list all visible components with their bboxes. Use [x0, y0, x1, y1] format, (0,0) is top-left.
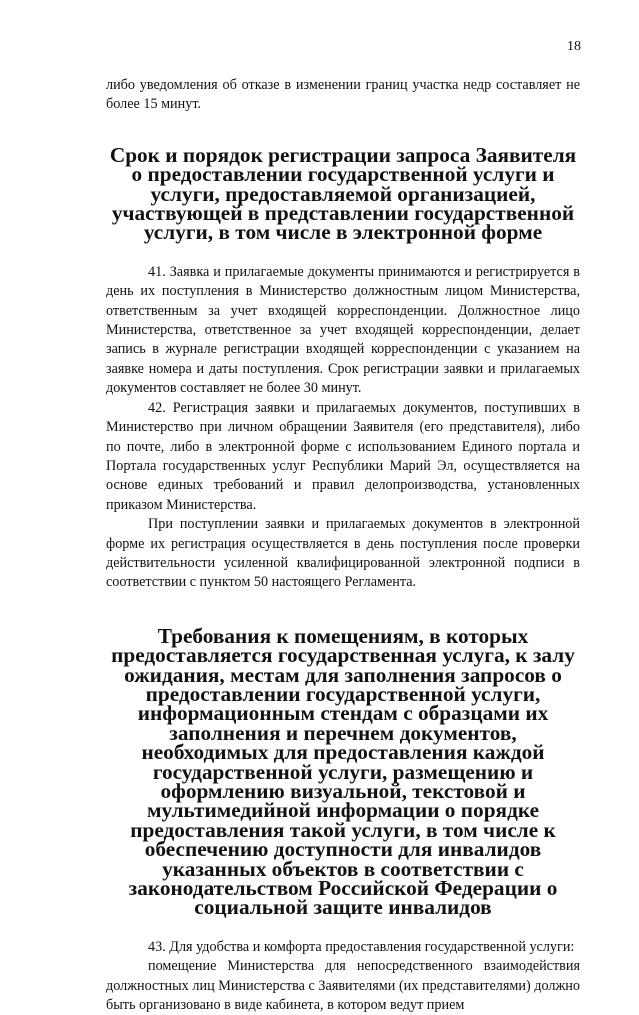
paragraph-43: 43. Для удобства и комфорта предоставления государственной услуги: — [148, 938, 575, 955]
section-heading-registration: Срок и порядок регистрации запроса Заявителя о предоставлении государственной услуги и услуги, предоставляемой организацией, участвующей в представлении государственной услуги, в том числе в электронной форме — [109, 142, 577, 245]
page-number: 18 — [567, 39, 581, 54]
section-spacing — [106, 243, 580, 263]
section-spacing — [106, 918, 580, 938]
paragraph-42-continued: При поступлении заявки и прилагаемых документов в электронной форме их регистрация осуществляется в день поступления после проверки действительности усиленной квалифицированной электронной подписи в соответствии с пунктом 50 настоящего Регламента. — [106, 516, 580, 591]
section-spacing — [106, 593, 580, 627]
intro-paragraph: либо уведомления об отказе в изменении границ участка недр составляет не более 15 минут. — [106, 77, 580, 113]
document-body — [106, 76, 580, 1015]
paragraph-41: 41. Заявка и прилагаемые документы принимаются и регистрируется в день их поступления в Министерство должностным лицом Министерства, ответственным за учет входящей корреспонденции. Должностное лицо Министерства, ответственное за учет входящей корреспонденции, делает запись в журнале регистрации входящей корреспонденции с указанием на заявке номера и даты поступления. Срок регистрации заявки и прилагаемых документов составляет не более 30 минут. — [106, 263, 580, 397]
section-heading-premises-requirements: Требования к помещениям, в которых предоставляется государственная услуга, к залу ожидания, местам для заполнения запросов о предоставлении государственной услуги, информационным стендам с образцами их заполнения и перечнем документов, необходимых для предоставления каждой государственной услуги, размещению и оформлению визуальной, текстовой и мультимедийной информации о порядке предоставления такой услуги, в том числе к обеспечению доступности для инвалидов указанных объектов в соответствии с законодательством Российской Федерации о социальной защите инвалидов — [111, 623, 575, 920]
section-spacing — [106, 115, 580, 146]
paragraph-42: 42. Регистрация заявки и прилагаемых документов, поступивших в Министерство при личном обращении Заявителя (его представителя), либо по почте, либо в электронной форме с использованием Единого портала и Портала государственных услуг Республики Марий Эл, осуществляется на основе единых требований и правил делопроизводства, установленных приказом Министерства. — [106, 399, 580, 513]
paragraph-43-continued: помещение Министерства для непосредственного взаимодействия должностных лиц Министерства с Заявителями (их представителями) должно быть организовано в виде кабинета, в котором ведут прием — [106, 958, 580, 1014]
